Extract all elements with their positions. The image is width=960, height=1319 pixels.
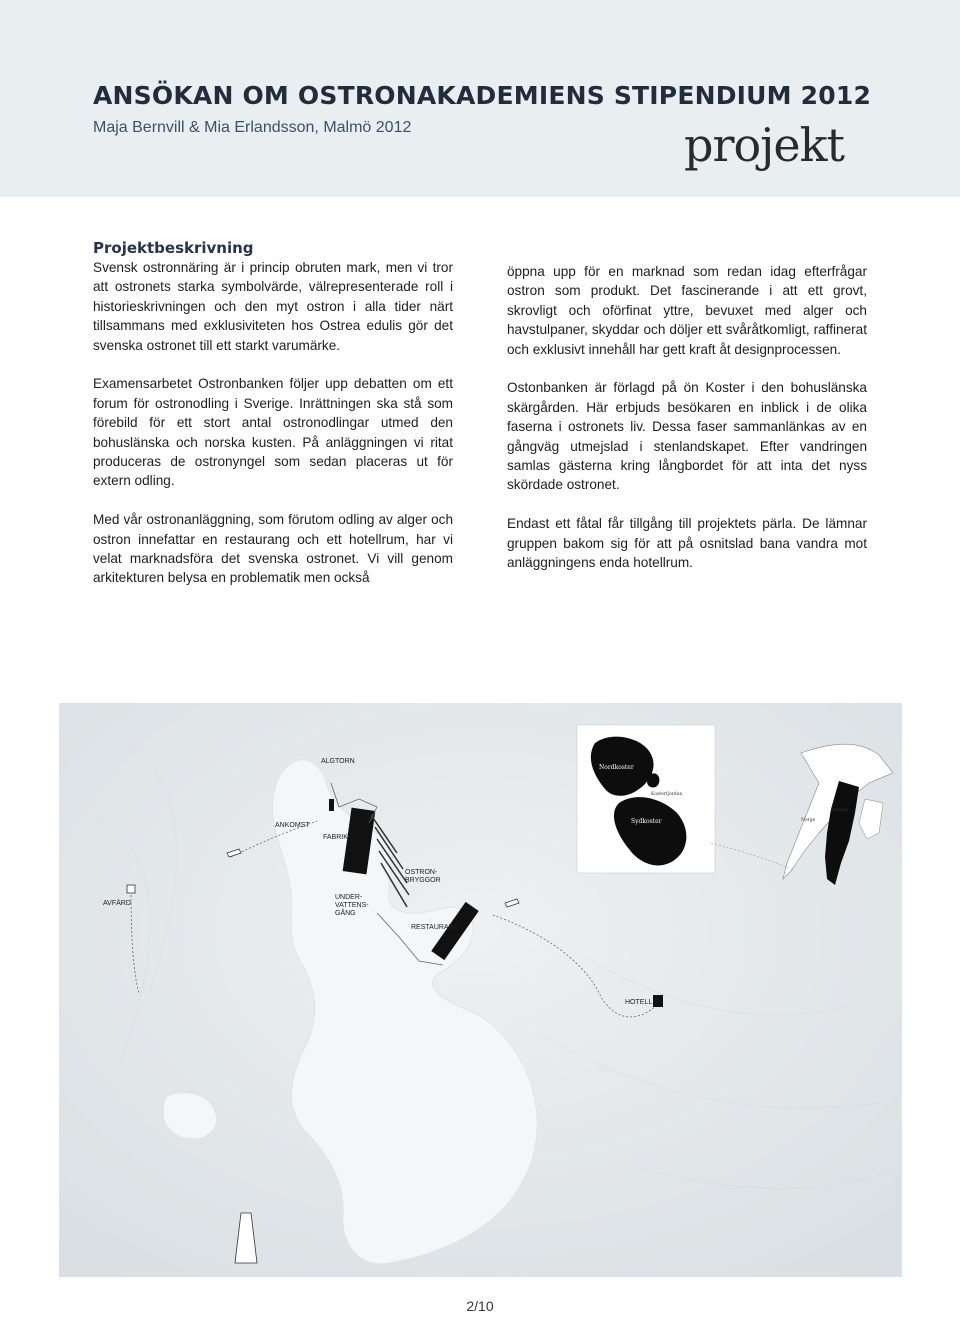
label-undervattens-2: VATTENS- — [335, 902, 369, 909]
inset-label-sydkoster: Sydkoster — [631, 818, 662, 825]
label-fabrik: FABRIK — [323, 834, 348, 841]
inset-label-nordkoster: Nordkoster — [599, 764, 634, 771]
paragraph: Examensarbetet Ostronbanken följer upp debatten om ett forum för ostronodling i Sverige. Inrättningen ska stå som förebild för ett stort antal ostronodlingar utmed den bohuslänska och norska kusten. På anläggningen vi ritat produceras de ostronyngel som sedan placeras ut för extern odling. — [93, 376, 453, 489]
label-undervattens-3: GÅNG — [335, 910, 356, 917]
label-ostronbryggor-2: BRYGGOR — [405, 877, 441, 884]
section-heading: Projektbeskrivning — [93, 239, 254, 257]
label-ankomst: ANKOMST — [275, 822, 310, 829]
page-number: 2/10 — [466, 1298, 494, 1314]
header-band — [0, 0, 960, 197]
label-ostronbryggor-1: OSTRON- — [405, 869, 438, 876]
paragraph: Med vår ostronanläggning, som förutom odling av alger och ostron innefattar en restaurang och ett hotellrum, har vi velat marknadsföra det svenska ostronet. Vi vill genom arkitekturen belysa en problematik men också — [93, 512, 453, 586]
authors-line: Maja Bernvill & Mia Erlandsson, Malmö 2012 — [93, 119, 412, 136]
document-title: ANSÖKAN OM OSTRONAKADEMIENS STIPENDIUM 2012 — [93, 81, 872, 110]
paragraph: Svensk ostronnäring är i princip obruten mark, men vi tror att ostronets starka symbolvärde, välrepresenterade roll i historieskrivningen och den myt ostron i alla tider närt tillsammans med exklusiviteten hos Ostrea edulis gör det svenska ostronet till ett starkt varumärke. — [93, 260, 453, 353]
paragraph: öppna upp för en marknad som redan idag efterfrågar ostron som produkt. Det fascinerande i att ett grovt, skrovligt och oförfinat yttre, bevuxet med alger och havstulpaner, skyddar och döljer ett svåråtkomligt, raffinerat och exklusivt innehåll har gett kraft åt designprocessen. — [507, 264, 867, 357]
inset-koster-map — [577, 725, 715, 873]
section-label: projekt — [684, 118, 844, 172]
paragraph: Ostonbanken är förlagd på ön Koster i den bohuslänska skärgården. Här erbjuds besökaren en inblick i de olika faserna i ostronets liv. Dessa faser sammanlänkas av en gångväg utmejslad i stenlandskapet. Efter vandringen samlas gästerna kring långbordet för att inta det nyss skördade ostronet. — [507, 380, 867, 493]
paragraph: Endast ett fåtal får tillgång till projektets pärla. De lämnar gruppen bakom sig för att på osnitslad bana vandra mot anläggningens enda hotellrum. — [507, 516, 867, 571]
label-restaurang: RESTAURANG — [411, 924, 460, 931]
label-undervattens-1: UNDER- — [335, 894, 363, 901]
inset-label-sverige: Sverige — [831, 808, 849, 813]
site-plan-map — [59, 703, 902, 1277]
label-avfard: AVFÄRD — [103, 900, 131, 907]
right-column — [507, 262, 867, 592]
inset-label-norge: Norge — [801, 818, 816, 823]
inset-label-kosterfjorden: Kosterfjorden — [651, 792, 683, 797]
label-algtorn: ALGTORN — [321, 758, 355, 765]
left-column — [93, 238, 453, 607]
label-hotell: HOTELL — [625, 999, 653, 1006]
